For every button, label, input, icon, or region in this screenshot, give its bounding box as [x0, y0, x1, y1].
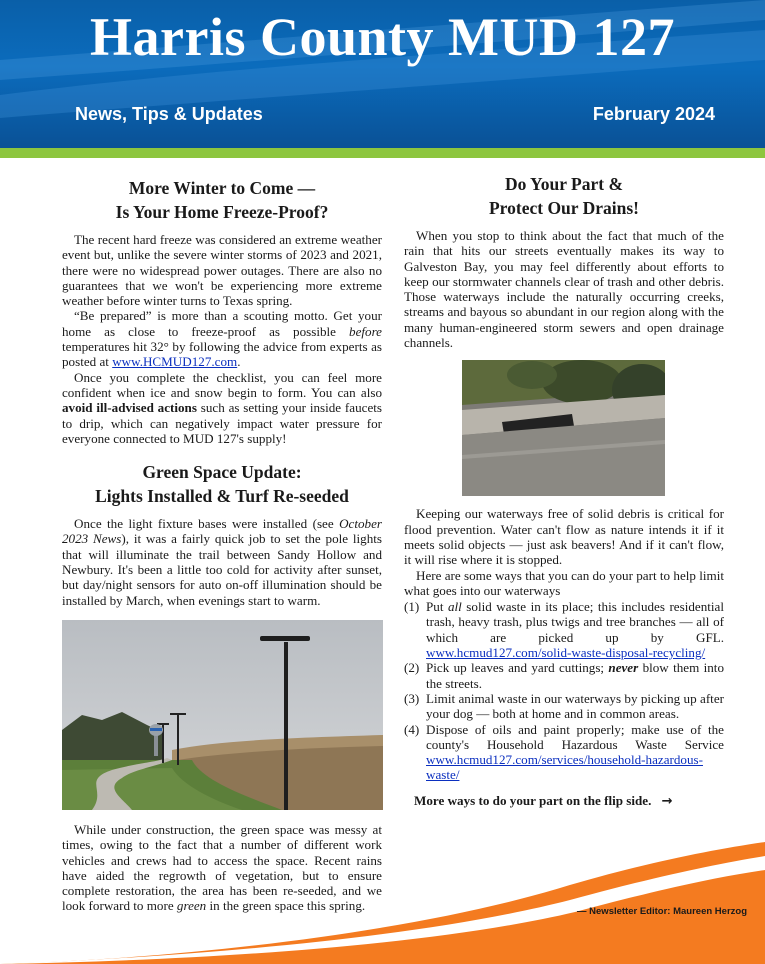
green-heading-line2: Lights Installed & Turf Re-seeded: [95, 486, 349, 507]
footer-wave: [0, 840, 765, 964]
drains-heading-line2: Protect Our Drains!: [488, 198, 639, 218]
newsletter-editor: — Newsletter Editor: Maureen Herzog: [577, 906, 747, 917]
green-paragraph-2: While under construction, the green space was messy at times, owing to the fact that a number of different work vehicles and crews had to access the space. Recent rains have aided the regrowth of vegetation, but to ensure complete restoration, the area has been re-seeded, and we look forward to more green in the green space this spring.: [62, 821, 382, 914]
accent-bar: [0, 148, 765, 158]
list-item: (1) Put all solid waste in its place; this includes residential trash, heavy trash, plus twigs and tree branches — all of which are picked up by GFL. www.hcmud127.com/solid-waste-disposal-recycling/: [404, 599, 724, 661]
drains-heading-line1: Do Your Part &: [504, 174, 624, 194]
arrow-right-icon: →: [661, 793, 673, 809]
drains-heading: [404, 172, 724, 220]
drains-paragraph-3: Here are some ways that you can do your part to help limit what goes into our waterways: [404, 567, 724, 598]
freeze-heading: [62, 176, 382, 224]
green-paragraph-1: Once the light fixture bases were installed (see October 2023 News), it was a fairly quick job to set the pole lights that will illuminate the trail between Sandy Hollow and Newbury. It's been a little too cold for activity after sunset, but day/night sensors for auto on-off illumination should be installed by March, when evenings start to warm.: [62, 516, 382, 608]
freeze-heading-line2: Is Your Home Freeze-Proof?: [115, 202, 329, 222]
freeze-paragraph-1: The recent hard freeze was considered an extreme weather event but, unlike the severe winter storms of 2023 and 2021, there were no widespread power outages. There are also no guarantees that we won't be experiencing more extreme weather before winter turns to Texas spring.: [62, 232, 382, 309]
hcmud127-link[interactable]: www.HCMUD127.com: [112, 354, 238, 370]
left-column: [62, 176, 382, 914]
freeze-heading-line1: More Winter to Come —: [128, 178, 316, 198]
trail-lights-photo: [62, 620, 383, 810]
masthead-title: Harris County MUD 127: [90, 7, 675, 67]
masthead: [0, 0, 765, 148]
ways-list: [404, 599, 724, 783]
drains-paragraph-1: When you stop to think about the fact that much of the rain that hits our streets eventually makes its way to Galveston Bay, you may feel differently about efforts to keep our stormwater channels clear of trash and other debris. Those waterways include the naturally occurring creeks, streams and bayous so abundant in our region along with the many human-engineered storm sewers and open drainage channels.: [404, 228, 724, 351]
masthead-subtitle: News, Tips & Updates: [75, 104, 263, 124]
freeze-paragraph-3: Once you complete the checklist, you can feel more confident when ice and snow begin to form. You can also avoid ill-advised actions such as setting your inside faucets to drip, which can negatively impact water pressure for everyone connected to MUD 127's supply!: [62, 369, 382, 446]
green-heading-line1: Green Space Update:: [142, 462, 302, 483]
freeze-paragraph-2: “Be prepared” is more than a scouting motto. Get your home as close to freeze-proof as possible before temperatures hit 32° by following the advice from experts as posted at www.HCMUD127.com.: [62, 308, 382, 370]
list-item: (3) Limit animal waste in our waterways by picking up after your dog — both at home and in common areas.: [404, 690, 724, 722]
list-item: (4) Dispose of oils and paint properly; make use of the county's Household Hazardous Waste Service www.hcmud127.com/services/household-hazardous-waste/: [404, 721, 724, 783]
green-heading: [62, 460, 382, 508]
drains-paragraph-2: Keeping our waterways free of solid debris is critical for flood prevention. Water can't flow as nature intends it if it meets solid objects — just ask beavers! And if it can't flow, it will rise where it is stopped.: [404, 506, 724, 568]
flip-side-note: More ways to do your part on the flip side. →: [414, 792, 673, 809]
storm-drain-photo: [462, 360, 665, 496]
list-item: (2) Pick up leaves and yard cuttings; never blow them into the streets.: [404, 660, 724, 691]
hazardous-waste-link[interactable]: www.hcmud127.com/services/household-hazardous-waste/: [426, 752, 703, 783]
solid-waste-link[interactable]: www.hcmud127.com/solid-waste-disposal-recycling/: [426, 645, 706, 661]
issue-date: February 2024: [592, 104, 715, 124]
right-column: [404, 172, 724, 809]
